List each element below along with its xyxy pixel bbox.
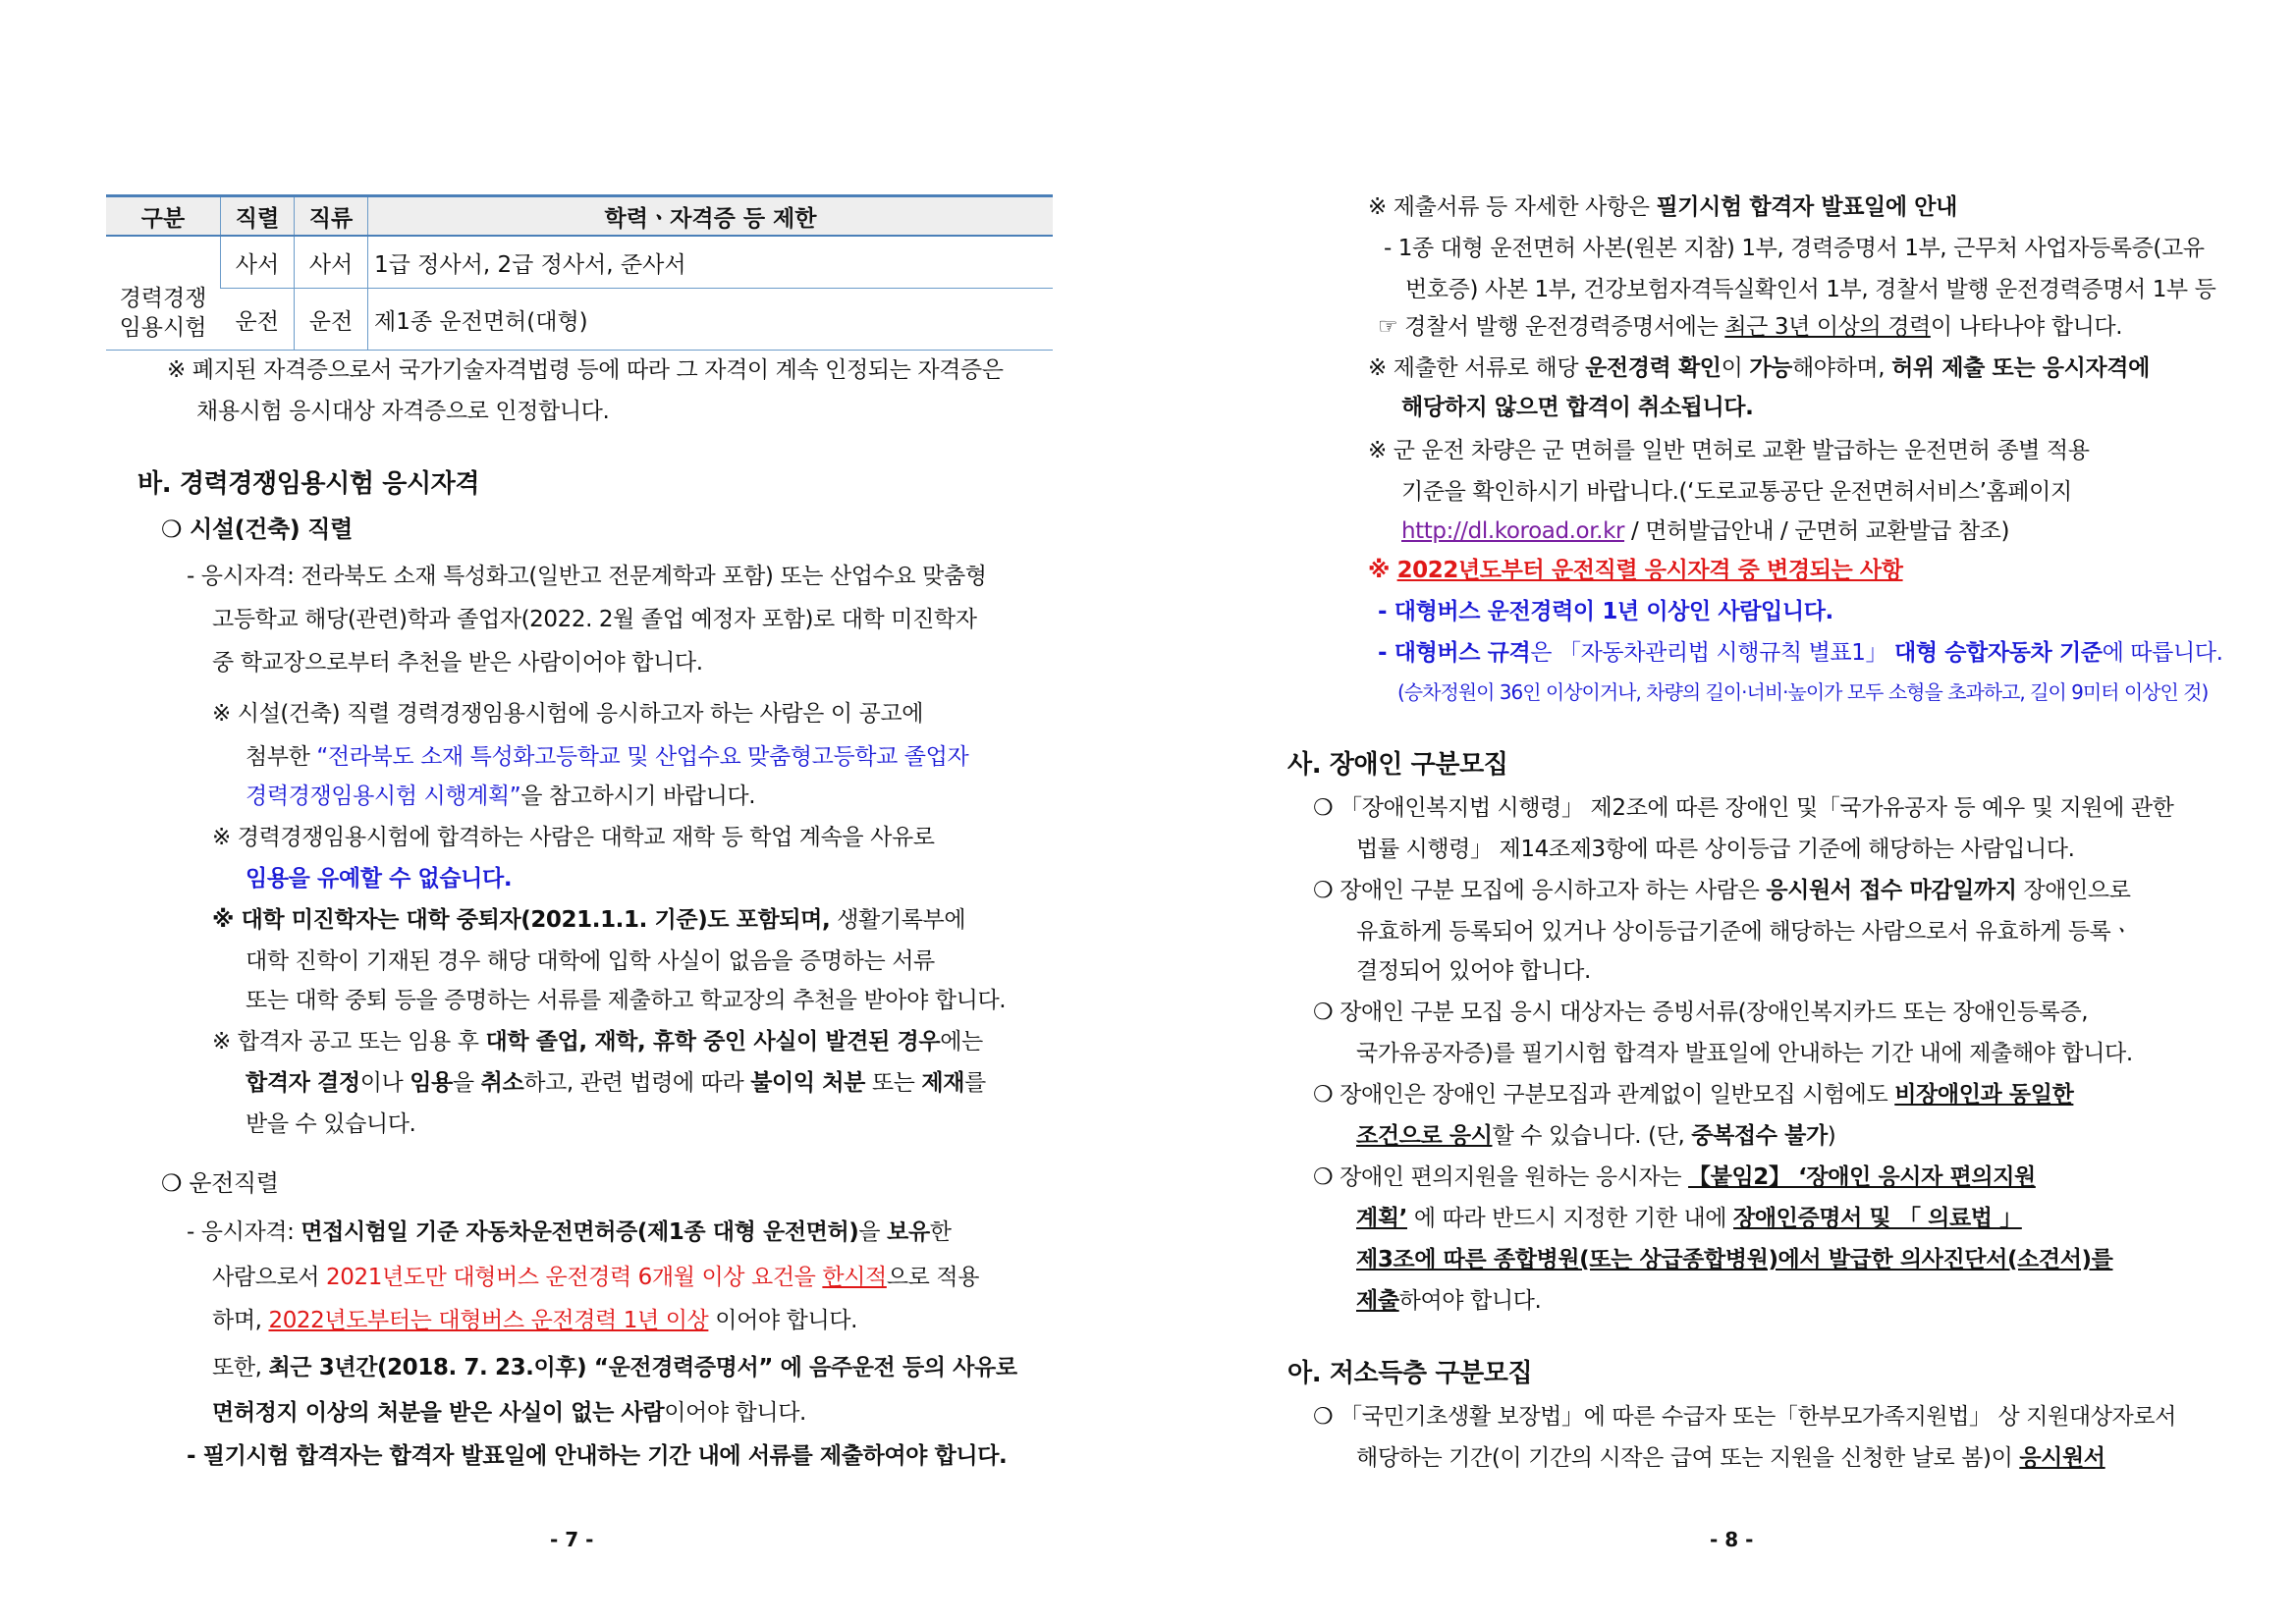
disabled-proof-line1: ❍ 장애인 구분 모집 응시 대상자는 증빙서류(장애인복지카드 또는 장애인등록증, — [1313, 1000, 2089, 1025]
table-row — [106, 236, 1053, 289]
note-facility-plan-line2: 첨부한 “전라북도 소재 특성화고등학교 및 산업수요 맞춤형고등학교 졸업자 — [246, 744, 969, 770]
qualification-table — [106, 194, 1053, 351]
note-dropout-line1: ※ 대학 미진학자는 대학 중퇴자(2021.1.1. 기준)도 포함되며, 생활기록부에 — [212, 907, 966, 933]
change-notice-title: ※ 2022년도부터 운전직렬 응시자격 중 변경되는 사항 — [1368, 558, 1903, 583]
lowincome-line2: 해당하는 기간(이 기간의 시작은 급여 또는 지원을 신청한 날로 봄)이 응시원서 — [1356, 1445, 2105, 1471]
page-number: - 8 - — [1710, 1528, 1754, 1551]
driving-qualification-line4: 또한, 최근 3년간(2018. 7. 23.이후) “운전경력증명서” 에 음주운전 등의 사유로 — [212, 1355, 1017, 1380]
facility-qualification-line2: 고등학교 해당(관련)학과 졸업자(2022. 2월 졸업 예정자 포함)로 대학 미진학자 — [212, 607, 977, 632]
disabled-proof-line2: 국가유공자증)를 필기시험 합격자 발표일에 안내하는 기간 내에 제출해야 합니다. — [1356, 1041, 2133, 1066]
change-notice-item2-detail: (승차정원이 36인 이상이거나, 차량의 길이·너비·높이가 모두 소형을 초과하고, 길이 9미터 이상인 것) — [1397, 680, 2209, 704]
docs-list-line1: - 1종 대형 운전면허 사본(원본 지참) 1부, 경력증명서 1부, 근무처 사업자등록증(고유 — [1384, 236, 2205, 261]
note-verify-line2: 해당하지 않으면 합격이 취소됩니다. — [1401, 395, 1754, 420]
driving-qualification-line3: 하며, 2022년도부터는 대형버스 운전경력 1년 이상 이어야 합니다. — [212, 1308, 858, 1333]
subsection-facility: ❍ 시설(건축) 직렬 — [161, 515, 353, 543]
driving-qualification-line2: 사람으로서 2021년도만 대형버스 운전경력 6개월 이상 요건을 한시적으로 적용 — [212, 1265, 980, 1290]
note-military-line2: 기준을 확인하시기 바랍니다.(‘도로교통공단 운전면허서비스’홈페이지 — [1401, 479, 2072, 505]
table-cell: 사서 — [295, 236, 368, 289]
note-submit-docs: ※ 제출서류 등 자세한 사항은 필기시험 합격자 발표일에 안내 — [1368, 194, 1957, 220]
section-title-ba: 바. 경력경쟁임용시험 응시자격 — [137, 469, 480, 499]
note-facility-plan: ※ 시설(건축) 직렬 경력경쟁임용시험에 응시하고자 하는 사람은 이 공고에 — [212, 701, 924, 727]
change-notice-item2: - 대형버스 규격은 「자동차관리법 시행규칙 별표1」 대형 승합자동차 기준에 따릅니다. — [1378, 640, 2223, 666]
table-header-restriction: 학력ㆍ자격증 등 제한 — [368, 196, 1054, 237]
disabled-reg-line2: 유효하게 등록되어 있거나 상이등급기준에 해당하는 사람으로서 유효하게 등록ㆍ — [1356, 919, 2133, 945]
note-military-line1: ※ 군 운전 차량은 군 면허를 일반 면허로 교환 발급하는 운전면허 종별 적용 — [1368, 438, 2090, 463]
note-cancel-line1: ※ 합격자 공고 또는 임용 후 대학 졸업, 재학, 휴학 중인 사실이 발견된 경우에는 — [212, 1029, 983, 1055]
note-dropout-line2: 대학 진학이 기재된 경우 해당 대학에 입학 사실이 없음을 증명하는 서류 — [246, 948, 935, 974]
koroad-link[interactable]: http://dl.koroad.or.kr — [1401, 518, 1625, 544]
note-no-deferral: ※ 경력경쟁임용시험에 합격하는 사람은 대학교 재학 등 학업 계속을 사유로 — [212, 825, 935, 850]
table-header-series: 직렬 — [221, 196, 295, 237]
table-header-row — [106, 196, 1053, 237]
group-label-line2: 임용시험 — [119, 314, 207, 341]
plan-title-link: “전라북도 소재 특성화고등학교 및 산업수요 맞춤형고등학교 졸업자 — [316, 744, 969, 770]
page-8 — [1148, 0, 2296, 1623]
note-verify-line1: ※ 제출한 서류로 해당 운전경력 확인이 가능해야하며, 허위 제출 또는 응시자격에 — [1368, 355, 2150, 381]
driving-document-submission: - 필기시험 합격자는 합격자 발표일에 안내하는 기간 내에 서류를 제출하여야 합니다. — [187, 1443, 1008, 1469]
note-abolished-cert: ※ 폐지된 자격증으로서 국가기술자격법령 등에 따라 그 자격이 계속 인정되는 자격증은 — [167, 357, 1004, 383]
facility-qualification-line1: - 응시자격: 전라북도 소재 특성화고(일반고 전문계학과 포함) 또는 산업수요 맞춤형 — [187, 564, 987, 589]
driving-qualification-line5: 면허정지 이상의 처분을 받은 사실이 없는 사람이어야 합니다. — [212, 1400, 806, 1426]
note-cancel-line3: 받을 수 있습니다. — [246, 1111, 416, 1137]
change-notice-item1: - 대형버스 운전경력이 1년 이상인 사람입니다. — [1378, 599, 1833, 624]
note-police-cert: ☞ 경찰서 발행 운전경력증명서에는 최근 3년 이상의 경력이 나타나야 합니다. — [1378, 314, 2123, 340]
table-row — [106, 289, 1053, 351]
note-dropout-line3: 또는 대학 중퇴 등을 증명하는 서류를 제출하고 학교장의 추천을 받아야 합니다. — [246, 988, 1007, 1013]
note-cancel-line2: 합격자 결정이나 임용을 취소하고, 관련 법령에 따라 불이익 처분 또는 제재를 — [246, 1070, 986, 1096]
disabled-support-line2: 계획’ 에 따라 반드시 지정한 기한 내에 장애인증명서 및 「 의료법 」 — [1356, 1206, 2022, 1231]
table-cell: 제1종 운전면허(대형) — [368, 289, 1054, 351]
table-cell: 운전 — [235, 308, 279, 335]
note-military-line3: http://dl.koroad.or.kr / 면허발급안내 / 군면허 교환발급 참조) — [1401, 518, 2010, 544]
note-abolished-cert-cont: 채용시험 응시대상 자격증으로 인정합니다. — [196, 399, 610, 424]
disabled-reg-line3: 결정되어 있어야 합니다. — [1356, 958, 1591, 984]
table-cell-group — [106, 236, 221, 351]
table-cell: 1급 정사서, 2급 정사서, 준사서 — [368, 236, 1054, 289]
subsection-driving: ❍ 운전직렬 — [161, 1169, 279, 1197]
disabled-support-line1: ❍ 장애인 편의지원을 원하는 응시자는 【붙임2】 ‘장애인 응시자 편의지원 — [1313, 1164, 2036, 1190]
table-header-category: 구분 — [140, 205, 186, 232]
disabled-def-line1: ❍ 「장애인복지법 시행령」 제2조에 따른 장애인 및「국가유공자 등 예우 및 지원에 관한 — [1313, 795, 2174, 821]
section-title-a: 아. 저소득층 구분모집 — [1287, 1359, 1533, 1388]
group-label-line1: 경력경쟁 — [119, 285, 207, 311]
disabled-general-line2: 조건으로 응시할 수 있습니다. (단, 중복접수 불가) — [1356, 1123, 1836, 1149]
disabled-support-line4: 제출하여야 합니다. — [1356, 1288, 1542, 1314]
table-cell: 운전 — [295, 289, 368, 351]
note-facility-plan-line3: 경력경쟁임용시험 시행계획”을 참고하시기 바랍니다. — [246, 784, 756, 809]
page-number: - 7 - — [550, 1528, 594, 1551]
lowincome-line1: ❍ 「국민기초생활 보장법」에 따른 수급자 또는「한부모가족지원법」 상 지원대상자로서 — [1313, 1404, 2176, 1430]
note-no-deferral-emphasis: 임용을 유예할 수 없습니다. — [246, 866, 513, 892]
driving-qualification-line1: - 응시자격: 면접시험일 기준 자동차운전면허증(제1종 대형 운전면허)을 보유한 — [187, 1219, 952, 1245]
section-title-sa: 사. 장애인 구분모집 — [1287, 750, 1508, 780]
table-header-class: 직류 — [295, 196, 368, 237]
docs-list-line2: 번호증) 사본 1부, 건강보험자격득실확인서 1부, 경찰서 발행 운전경력증명서 1부 등 — [1405, 277, 2216, 302]
disabled-general-line1: ❍ 장애인은 장애인 구분모집과 관계없이 일반모집 시험에도 비장애인과 동일한 — [1313, 1082, 2074, 1108]
disabled-support-line3: 제3조에 따른 종합병원(또는 상급종합병원)에서 발급한 의사진단서(소견서)를 — [1356, 1247, 2113, 1272]
disabled-def-line2: 법률 시행령」 제14조제3항에 따른 상이등급 기준에 해당하는 사람입니다. — [1356, 837, 2075, 862]
table-cell: 사서 — [221, 236, 295, 289]
facility-qualification-line3: 중 학교장으로부터 추천을 받은 사람이어야 합니다. — [212, 650, 703, 676]
disabled-reg-line1: ❍ 장애인 구분 모집에 응시하고자 하는 사람은 응시원서 접수 마감일까지 장애인으로 — [1313, 878, 2131, 903]
